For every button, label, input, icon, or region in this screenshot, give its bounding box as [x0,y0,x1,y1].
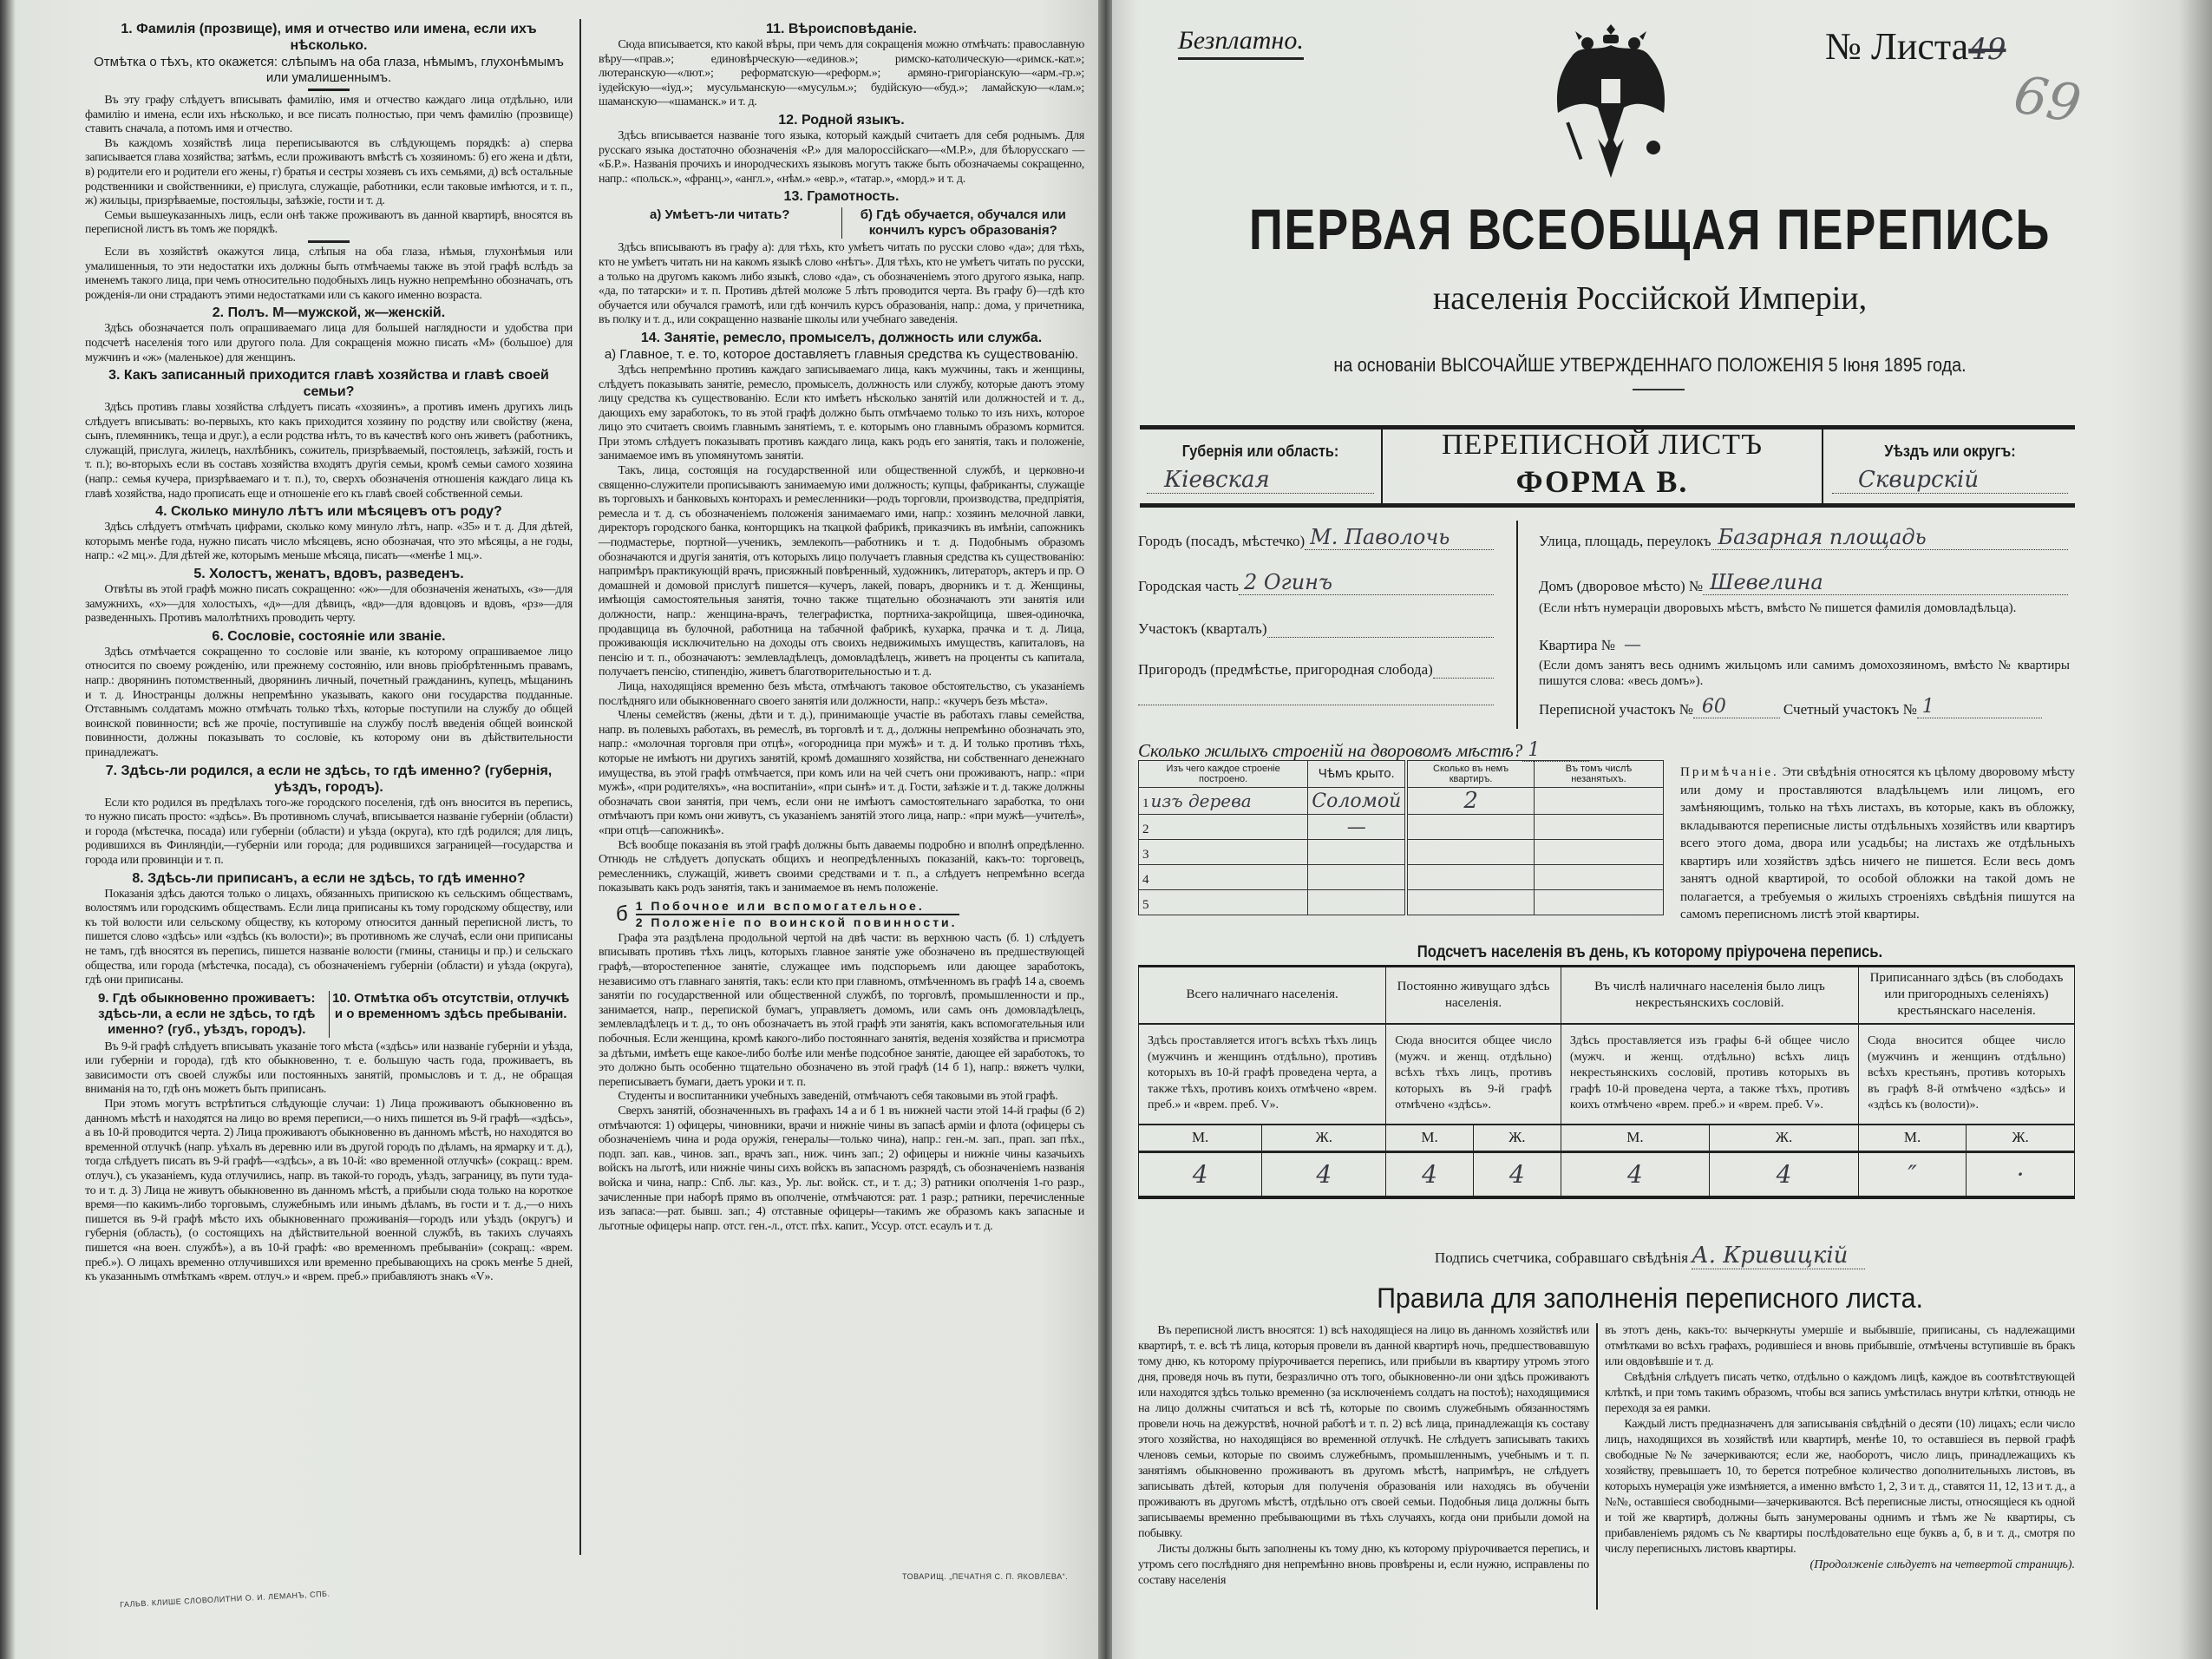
count-column-header: Приписаннаго здѣсь (въ слободахъ или пригородныхъ селеніяхъ) крестьянскаго населенія. [1859,967,2075,1024]
instruction-section [85,628,573,761]
location-field [1138,525,1494,550]
sheet-number-label: № Листа [1825,25,1969,68]
male-label: М. [1386,1125,1474,1152]
roof-cell[interactable] [1308,865,1407,890]
roof-cell[interactable] [1308,840,1407,865]
instruction-paragraph: Сюда вписывается, кто какой вѣры, при чемъ для сокращенія можно отмѣчать: православную вѣру—«прав.»; единовѣрческую—«единов.»; римско-католическую—«римск.-кат.»; лютеранскую—«лют.»; реформатскую—«реформ.»; армяно-григоріанскую—«арм.-гр.»; іудейскую—«іуд.»; мусульманскую—«мусульм.»; будійскую—«буд.»; ламайскую—«лам.»; шаманскую—«шаманск.» и т. д. [599,38,1084,109]
section-heading: 2. Полъ. М—мужской, ж—женскій. [212,305,446,321]
instruction-paragraph: Всѣ вообще показанія въ этой графѣ должны быть даваемы подробно и вполнѣ опредѣленно. Отнюдь не слѣдуетъ допускать общихъ и неопредѣленныхъ показаній, какъ-то: торговецъ, ремесленникъ, служащій, живетъ своими средствами и т. п., а слѣдуетъ непремѣнно всегда показывать какъ родъ занятія, такъ и занимаемое въ немъ положеніе. [599,838,1084,895]
section-heading: 4. Сколько минуло лѣтъ или мѣсяцевъ отъ роду? [155,504,502,520]
buildings-question-label: Сколько жилыхъ строеній на дворовомъ мѣстѣ? [1138,740,1523,761]
instruction-paragraph: Сверхъ занятій, обозначенныхъ въ графахъ 14 а и б 1 въ нижней части этой 14-й графы (б 2) отмѣчаются: 1) офицеры, чиновники, врачи и нижніе чины въ запасѣ арміи и флота (офицеры съ обозначеніемъ чина и рода оружія, генералы—только чина), напр.: ген.-м. зап., прап. зап пѣх., подп. зап. кав., чинов. зап., врачъ зап., ниж. чинъ зап.; 2) офицеры и нижніе чины казачьихъ войскъ на льготѣ, или нижніе чины сихъ войскъ въ запасномъ разрядѣ, съ обозначеніемъ названія войска и чина, напр.: Спб. льг. каз., Ур. льг. войск. ст., и т. д.; 3) ратники ополченія 1-го разр., зачисленные при наборѣ прямо въ ополченіе, отмѣчаются: рат. 1 разр.; ратники, перечисленные изъ запаса:—рат. бывш. зап.; 4) отставные офицеры—такимъ же образомъ какъ запасные и льготные офицеры напр. отст. ген.-л., отст. пѣх. капит., Уссур. отст. есаулъ и т. д. [599,1105,1084,1233]
field-label: Городъ (посадъ, мѣстечко) [1138,533,1306,549]
buildings-question [1138,739,1589,762]
page-title: ПЕРВАЯ ВСЕОБЩАЯ ПЕРЕПИСЬ [1248,197,2052,261]
house-field [1539,570,2068,595]
female-label: Ж. [1710,1125,1859,1152]
section-subheading: Отмѣтка о тѣхъ, кто окажется: слѣпымъ на оба глаза, нѣмымъ, глухонѣмымъ или умалишеннымъ. [94,55,564,85]
buildings-table-header: Изъ чего каждое строеніе построено. [1139,761,1308,788]
instruction-section [599,21,1084,110]
section-heading: 13. Грамотность. [783,189,900,205]
signature-value[interactable]: А. Кривицкій [1692,1243,1865,1269]
male-label: М. [1139,1125,1262,1152]
instruction-paragraph: Здѣсь непремѣнно противъ каждаго записываемаго лица, какъ мужчины, такъ и женщины, слѣдуетъ показывать занятіе, ремесло, промыселъ, должность или службу, которые даютъ этому лицу средства къ существованію. Если кто имѣетъ нѣсколько занятій или должностей и т. д., дающихъ ему заработокъ, то въ этой графѣ должно быть отмѣчаемо только то изъ нихъ, которое лицо это считаетъ своимъ главнымъ занятіемъ, т. е. которымъ оно главнымъ образомъ кормится. При этомъ слѣдуетъ показывать противъ каждаго лица, какъ родъ его занятія, такъ и положеніе, занимаемое имъ въ упомянутомъ занятіи. [599,363,1084,463]
left-page-instructions [0,0,1100,1659]
table-row [1139,815,1664,840]
female-label: Ж. [1967,1125,2075,1152]
instruction-paragraph: Здѣсь вписывается названіе того языка, который каждый считаетъ для себя роднымъ. Для русскаго языка достаточно обозначенія «Р.» для малороссійскаго—«М.Р.», для бѣлорусскаго — «Б.Р.». Названія прочихъ и инородческихъ языковъ могутъ также быть обозначаемы сокращенно, напр.: «польск.», «франц.», «англ.», «нѣм.» «евр.», «татар.», «морд.» и т. д. [599,128,1084,186]
row-number: 1 [1142,797,1149,810]
count-column-description: Сюда вносится общее число (мужч. и женщ. отдѣльно) всѣхъ тѣхъ лицъ, противъ которыхъ въ 9-й графѣ отмѣчено «здѣсь». [1386,1024,1561,1125]
field-label: Городская часть [1138,578,1239,594]
female-count[interactable]: 4 [1473,1152,1561,1197]
section-heading: 11. Вѣроисповѣданіе. [766,22,917,36]
apartments-cell[interactable] [1406,815,1534,840]
apartment-value[interactable]: — [1624,633,1642,654]
instruction-paragraph: Здѣсь отмѣчается сокращенно то сословіе или званіе, къ которому опрашиваемое лицо относится по своему рожденію, или прежнему состоянію, или вновь пріобрѣтеннымъ правамъ, напр.: дворянинъ потомственный, дворянинъ личный, почетный гражданинъ, купецъ, мѣщанинъ и т. д. Иностранцы должны непремѣнно указывать, какого они государства подданные. Отставнымъ солдатамъ можно отмѣчать только тѣхъ, которые поступили на службу до общей воинской повинности; всѣ же прочіе, поступившіе на службу послѣ введенія общей воинской повинности, должны показывать то сословіе, къ которому они въ дѣйствительности принадлежатъ. [85,645,573,759]
count-column-header: Въ числѣ наличнаго населенія было лицъ некрестьянскихъ сословій. [1561,967,1858,1024]
enumerator-signature [1112,1243,2188,1269]
section-heading: 12. Родной языкъ. [778,112,905,128]
fraction-top: 1 Побочное или вспомогательное. [636,899,959,915]
form-label: ФОРМА В. [1515,464,1689,499]
instruction-paragraph: Если кто родился въ предѣлахъ того-же городского поселенія, гдѣ онъ вносится въ перепись, то нужно писать просто: «здѣсь». Въ противномъ случаѣ, вписывается названіе губерніи (области) и города (мѣстечка, посада) или губерніи (области) и уѣзда (округа), кто гдѣ родился; для лицъ, родившихся въ Финляндіи,—губерніи или города; для родившихся заграницей—государства и города или провинціи и т. п. [85,796,573,867]
female-label: Ж. [1473,1125,1561,1152]
double-headed-eagle-emblem [1546,17,1676,182]
sheet-number [1825,24,2006,69]
house-value[interactable]: Шевелина [1703,570,2068,595]
fields-divider [1516,521,1518,729]
field-value[interactable] [1267,616,1495,638]
divider [308,240,350,243]
field-label: Участокъ (кварталъ) [1138,620,1267,637]
location-field [1138,570,1494,595]
location-field [1138,616,1494,638]
instruction-paragraph: Здѣсь противъ главы хозяйства слѣдуетъ писать «хозяинъ», а противъ именъ другихъ лицъ слѣдуетъ вписывать: во-первыхъ, кто какъ приходится хозяину по родству или свойству (жена, сынъ, племянникъ, теща и друг.), а если родства нѣтъ, то въ качествѣ кого онъ живетъ (работникъ, служащій, прислуга, жилецъ, нахлѣбникъ, сожитель, призрѣваемый, постоялецъ, заѣзжій, гость и т. п.); во-вторыхъ если въ составъ хозяйства входятъ другія семьи, кромѣ семьи самого хозяина (напр.: семья кучера, призрѣваемаго и т. п.), то, сверхъ обозначенія отношенія каждаго лица къ главѣ хозяйства, надо прописать еще и отношеніе его къ главѣ своей собственной семьи. [85,401,573,501]
table-row [1139,1152,2075,1197]
building-material: изъ дерева [1150,790,1252,811]
divider [308,89,350,91]
census-district-value[interactable]: 60 [1693,696,1780,718]
section-heading: 1. Фамилія (прозвище), имя и отчество или имена, если ихъ нѣсколько. [121,22,537,53]
female-count[interactable]: · [1967,1152,2075,1197]
instruction-paragraph: Въ эту графу слѣдуетъ вписывать фамилію, имя и отчество каждаго лица отдѣльно, или фамилію и имена, если ихъ нѣсколько, и все писать полностью, при чемъ фамилію (прозвище) ставить сначала, а потомъ имя и отчество. [85,94,573,136]
buildings-table-header: Чѣмъ крыто. [1308,761,1407,788]
section-heading: 6. Сословіе, состояніе или званіе. [212,628,446,644]
row-number: 5 [1142,898,1149,912]
split-heading-part: 10. Отмѣтка объ отсутствіи, отлучкѣ и о временномъ здѣсь пребываніи. [332,990,570,1021]
count-column-description: Сюда вносится общее число (мужчинъ и женщинъ отдѣльно) всѣхъ крестьянъ, противъ которыхъ въ графѣ 8-й отмѣчено «здѣсь» и «здѣсь къ (волости)». [1859,1024,2075,1125]
apartment-field [1539,633,1799,654]
instructions-column-2 [599,19,1084,1234]
instruction-section [85,763,573,869]
printer-footer-left: ГАЛЬВ. КЛИШЕ СЛОВОЛИТНИ О. И. ЛЕМАНЪ, СПБ. [119,1589,330,1610]
rules-paragraph: Листы должны быть заполнены къ тому дню, къ которому пріурочивается перепись, и утромъ сего послѣдняго дня непремѣнно вновь провѣрены и, если нужно, исправлены по составу населенія [1138,1543,1589,1587]
count-column-header: Всего наличнаго населенія. [1139,967,1386,1024]
instruction-section [85,305,573,365]
apartments-cell[interactable] [1406,865,1534,890]
instruction-section [85,21,573,303]
female-count[interactable]: 4 [1262,1152,1386,1197]
instruction-section [599,899,1084,1234]
rules-paragraph: въ этотъ день, какъ-то: вычеркнуты умершіе и выбывшіе, приписаны, съ надлежащими отмѣтками во всѣхъ графахъ, родившіеся и вновь прибывшіе, отмѣчены вступившіе въ бракъ или овдовѣвшіе и т. д. [1605,1324,2075,1368]
field-value[interactable]: 2 Огинъ [1239,570,1494,595]
split-heading [599,207,1084,239]
rule [1140,503,2075,508]
instruction-paragraph: При этомъ могутъ встрѣтиться слѣдующіе случаи: 1) Лица проживаютъ обыкновенно въ данномъ мѣстѣ и находятся на лицо во время переписи,—о нихъ пишется въ 9-й графѣ—«здѣсь», а въ 10-й проводится черта. 2) Лица проживаютъ обыкновенно въ данномъ мѣстѣ, но находятся во временной отлучкѣ (напр. уѣхалъ въ деревню или въ другой городъ по дѣламъ, на ярмарку и т. д.), тогда слѣдуетъ писать въ 9-й графѣ—«здѣсь», а въ 10-й: «во временной отлучкѣ» (сокращ.: врем. отлуч.), съ указаніемъ, куда отлучились, напр. въ такой-то городъ, уѣздъ, заграницу, въ пути туда-то и т. д. 3) Лица не живутъ обыкновенно въ данномъ мѣстѣ, а прибыли сюда только на короткое время—по какимъ-либо торговымъ, служебнымъ или инымъ дѣламъ, въ гости и т. д.,—о нихъ пишется въ 9-й графѣ мѣсто ихъ обыкновеннаго проживанія—городъ или уѣздъ (округъ) и губернія (область), (о состоящихъ на дѣйствительной военной службѣ, въ такихъ случаяхъ пишется «на воен. службѣ»), а въ 10-й графѣ: «во временномъ пребываніи» (сокращ.: «врем. преб.»). О лицахъ временно отлучившихся или временно пребывающихъ на срокъ менѣе 5 дней, къ указаннымъ отмѣткамъ «врем. отлуч.» и «врем. преб.» прибавляютъ знакъ «V». [85,1098,573,1284]
house-note: (Если нѣтъ нумераціи дворовыхъ мѣстъ, вмѣсто № пишется фамилія домовладѣльца). [1539,601,2017,615]
apartment-note: (Если домъ занятъ весь однимъ жильцомъ или самимъ домохозяиномъ, вмѣсто № квартиры пишутся слова: «весь домъ»). [1539,659,2070,688]
buildings-table-header: Сколько въ немъ квартиръ. [1406,761,1534,788]
house-label: Домъ (дворовое мѣсто) № [1539,578,1704,594]
instruction-section [599,330,1084,896]
note-title: Примѣчаніе. [1680,765,1779,779]
fraction-stack [636,899,959,930]
instruction-section [599,112,1084,187]
apartment-label: Квартира № [1539,637,1616,653]
instruction-paragraph: Студенты и воспитанники учебныхъ заведеній, отмѣчаютъ себя таковыми въ этой графѣ. [618,1090,1058,1104]
rules-continued-note: (Продолженіе слѣдуетъ на четвертой страницѣ). [1810,1558,2075,1571]
buildings-table-header: Въ томъ числѣ незанятыхъ. [1534,761,1663,788]
rules-column-left [1138,1323,1589,1589]
roof-cell[interactable]: Соломой [1308,788,1407,815]
uezd-label: Уѣздъ или округъ: [1884,443,2016,460]
buildings-table [1138,760,1664,915]
count-district-value[interactable]: 1 [1917,696,2042,718]
split-heading [85,991,573,1038]
table-row [1139,865,1664,890]
column-divider [579,19,581,1555]
sheet-title: ПЕРЕПИСНОЙ ЛИСТЪ [1441,429,1763,461]
note-text: Эти свѣдѣнія относятся къ цѣлому дворовому мѣсту или дому и проставляются владѣльцемъ или лицомъ, его замѣняющимъ, только на тѣхъ листахъ, въ которые, какъ въ обложку, вкладываются переписные листы отдѣльныхъ хозяйствъ или квартиръ всего этого дома, двора или усадьбы; на листахъ же отдѣльныхъ квартиръ или хозяйствъ здѣсь ничего не пишется. Если весь домъ занятъ одной квартирой, то особой обложки на такой домъ не полагается, а требуемыя о жилыхъ строеніяхъ свѣдѣнія пишутся на самомъ переписномъ листѣ этой квартиры. [1680,765,2075,921]
instructions-column-1 [85,19,573,1285]
instruction-paragraph: Здѣсь слѣдуетъ отмѣчать цифрами, сколько кому минуло лѣтъ, напр. «35» и т. д. Для дѣтей, которымъ менѣе года, нужно писать число мѣсяцевъ, ясно обозначая, что это мѣсяцы, а не годы, напр.: «2 мц.». Для дѣтей же, которымъ меньше мѣсяца, писать—«менѣе 1 мц.». [85,521,573,563]
table-row [1139,788,1664,815]
count-column-description: Здѣсь проставляется изъ графы 6-й общее число (мужч. и женщ. отдѣльно) всѣхъ лицъ некрестьянскихъ сословій, противъ которыхъ въ графѣ 10-й проведена черта, а также тѣхъ, противъ коихъ отмѣчено «врем. преб.» и «врем. преб. V». [1561,1024,1858,1125]
male-count[interactable]: 4 [1386,1152,1474,1197]
male-count[interactable]: 4 [1139,1152,1262,1197]
table-row [1139,967,2075,1024]
building-material-cell [1139,788,1308,815]
table-row [1139,840,1664,865]
street-label: Улица, площадь, переулокъ [1539,533,1711,549]
rules-column-right [1605,1323,2075,1573]
instruction-paragraph: Здѣсь вписываютъ въ графу а): для тѣхъ, кто умѣетъ читать по русски слово «да»; для тѣхъ, кто не умѣетъ читать ни на какомъ языкѣ слово «нѣтъ». Для тѣхъ, кто не умѣетъ читать по русски, а только на другомъ какомъ либо языкѣ, слово «да», съ обозначеніемъ этого другого языка, напр. «да, по татарски» и т. п. Противъ дѣтей моложе 5 лѣтъ проводится черта. Въ графу б)—гдѣ кто обучается или обучался грамотѣ, или гдѣ кончилъ курсъ образованія, напр.: дома, у причетника, въ полку и т. д., или сокращенно названіе школы или учебнаго заведенія. [599,241,1084,327]
rules-paragraph: Свѣдѣнія слѣдуетъ писать четко, отдѣльно о каждомъ лицѣ, каждое въ соотвѣтствующей клѣткѣ, и при томъ такимъ образомъ, чтобы вся запись умѣстилась внутри клѣтки, отнюдь не переходя за ея рамки. [1605,1371,2075,1415]
instruction-paragraph: Въ каждомъ хозяйствѣ лица переписываются въ слѣдующемъ порядкѣ: а) сперва записывается глава хозяйства; затѣмъ, если проживаютъ вмѣстѣ съ хозяиномъ: б) его жена и дѣти, в) родители его и родители его жены, г) братья и сестры хозяевъ съ ихъ семьями, д) всѣ остальные родственники и свойственники, е) прислуга, служащіе, работники, если таковые имѣются, и т. п., ж) жильцы, призрѣваемые, постояльцы, заѣзжіе, гости и т. д. [85,136,573,208]
instruction-paragraph: Показанія здѣсь даются только о лицахъ, обязанныхъ припискою къ сельскимъ обществамъ, волостямъ или городскимъ обществамъ. Если лица приписаны къ тому городскому обществу, или къ той волости или сельскому обществу, къ которому относится данный переписной листъ, то пишется слово «здѣсь» или «здѣсь (къ волости)»; въ противномъ же случаѣ, если они приписаны не тамъ, гдѣ вносятся въ перепись, пишется названіе волости (гмины, станицы и пр.) и сельскаго общества, или города (мѣстечка, посада), съ обозначеніемъ губерніи (области) и уѣзда (округа), гдѣ они приписаны. [85,887,573,987]
split-heading-part: а) Умѣетъ-ли читать? [599,207,842,239]
section-heading: 3. Какъ записанный приходится главѣ хозяйства и главѣ своей семьи? [108,368,549,400]
fraction-heading [616,899,1084,930]
gubernia-label: Губернія или область: [1181,443,1339,460]
instruction-section [85,991,573,1285]
instruction-paragraph: Если въ хозяйствѣ окажутся лица, слѣпыя на оба глаза, нѣмыя, глухонѣмыя или умалишенныя, то эти недостатки ихъ должны быть отмѣчаемы также въ этой графѣ вслѣдъ за именемъ такого лица, при чемъ относительно подобныхъ лицъ нужно непремѣнно обозначать, отъ рожденія-ли они страдаютъ этими недостатками или съ какого именно возраста. [85,245,573,302]
field-value[interactable]: М. Паволочь [1305,525,1494,550]
instruction-paragraph: Отвѣты въ этой графѣ можно писать сокращенно: «ж»—для обозначенія женатыхъ, «з»—для замужнихъ, «х»—для холостыхъ, «д»—для дѣвицъ, «вд»—для вдовцовъ и вдовъ, «рз»—для разведенныхъ. Противъ малолѣтнихъ проводить черту. [85,583,573,626]
building-material-cell [1139,840,1308,865]
female-count[interactable]: 4 [1710,1152,1859,1197]
vacant-cell [1534,815,1663,840]
roof-cell[interactable] [1308,890,1407,915]
section-heading: 8. Здѣсь-ли приписанъ, а если не здѣсь, то гдѣ именно? [132,870,526,886]
rules-paragraph: Каждый листъ предназначенъ для записыванія свѣдѣній о десяти (10) лицахъ; если число лицъ, находящихся въ хозяйствѣ или квартирѣ, менѣе 10, то оставшіеся въ первой графѣ свободные №№ зачеркиваются; если же, наоборотъ, число лицъ, принадлежащихъ къ хозяйству, превышаетъ 10, то берется потребное количество дополнительныхъ листовъ, въ которыхъ нумерація уже измѣняется, а именно вмѣсто 1, 2, 3 и т. д., ставятся 11, 12, 13 и т. д., а №№, оставшіеся свободными—зачеркиваются. Всѣ переписные листы, относящіеся къ одной и той же квартирѣ, должны быть занумерованы однимъ и тѣмъ же № квартиры, съ прибавленіемъ рядомъ съ № квартиры послѣдовательно еще буквъ а, б, в и т. д., смотря по числу переписныхъ листовъ квартиры. [1605,1418,2075,1556]
table-row [1139,1125,2075,1152]
street-value[interactable]: Базарная площадь [1711,525,2068,550]
vacant-cell [1534,840,1663,865]
divider [1633,389,1685,390]
apartments-cell[interactable] [1406,890,1534,915]
row-number: 4 [1142,873,1149,887]
row-number: 3 [1142,848,1149,862]
rules-divider [1596,1323,1598,1610]
count-district-label: Счетный участокъ № [1783,701,1917,718]
instruction-paragraph: Здѣсь обозначается полъ опрашиваемаго лица для большей наглядности и удобства при подсчетѣ населенія того или другого пола. Для сокращенія можно писать «М» (большое) для мужчинъ и «ж» (маленькое) для женщинъ. [85,322,573,364]
signature-label: Подпись счетчика, собравшаго свѣдѣнія [1434,1249,1689,1266]
box-divider [1822,425,1823,503]
legal-basis: на основаніи ВЫСОЧАЙШЕ УТВЕРЖДЕННАГО ПОЛОЖЕНІЯ 5 Іюня 1895 года. [1333,354,1967,376]
buildings-question-value[interactable]: 1 [1522,739,1589,762]
male-count[interactable]: 4 [1561,1152,1709,1197]
count-column-description: Здѣсь проставляется итогъ всѣхъ тѣхъ лицъ (мужчинъ и женщинъ отдѣльно), противъ которыхъ въ 10-й графѣ проведена черта, а также тѣхъ, противъ коихъ отмѣчено «врем. преб.» и «врем. преб. V». [1139,1024,1386,1125]
table-row [1139,1024,2075,1125]
instruction-paragraph: Графа эта раздѣлена продольной чертой на двѣ части: въ верхнюю часть (б. 1) слѣдуетъ вписывать противъ тѣхъ лицъ, которыхъ главное занятіе уже обозначено въ предшествующей графѣ,—второстепенное занятіе, служащее имъ подспорьемъ или дающее заработокъ, независимо отъ главнаго занятія, такъ: если кто при главномъ, отмѣченномъ въ графѣ 14 а, своемъ занятіи по государственной или общественной службѣ, по торговлѣ, промышленности и пр., занимается, напр., перепиской бумагъ, управляетъ домомъ, или самъ онъ домовладѣлецъ, землевладѣлецъ и т. д., то онъ обозначаетъ въ этой графѣ эти занятія, какъ вспомогательныя или побочныя. Если женщина, кромѣ какого-либо постояннаго занятія, веденія хозяйства и присмотра за дѣтьми, имѣетъ еще какое-либо болѣе или менѣе подсобное занятіе, дающее ей заработокъ, то это должно быть особенно тщательно обозначено въ этой графѣ (14 б 1), напр.: вяжетъ чулки, переписываетъ бумаги, даетъ уроки и т. п. [599,931,1084,1089]
instruction-section [85,870,573,988]
section-subheading: а) Главное, т. е. то, которое доставляетъ главныя средства къ существованію. [604,346,1079,362]
split-heading-part: 9. Гдѣ обыкновенно проживаетъ: здѣсь-ли, а если не здѣсь, то гдѣ именно? (губ., уѣздъ, городъ). [85,991,330,1038]
uezd-value[interactable]: Сквирскій [1832,467,2068,494]
vacant-cell [1534,865,1663,890]
free-of-charge-label: Безплатно. [1178,26,1304,60]
male-count[interactable]: ″ [1859,1152,1967,1197]
population-count-table [1138,965,2075,1199]
fraction-bottom: 2 Положеніе по воинской повинности. [635,915,958,929]
field-label: Пригородъ (предмѣстье, пригородная слобода) [1138,661,1433,678]
instruction-section [599,188,1084,328]
vacant-cell [1534,890,1663,915]
right-page-census-form [1112,0,2212,1659]
instruction-paragraph: Такъ, лица, состоящія на государственной или общественной службѣ, и церковно-и священно-служители прописываютъ занимаемую ими должность; купцы, фабриканты, служащіе въ торговыхъ и банковыхъ конторахъ и ремесленники—родъ торговли, производства, предпріятія, ремесла и т. д. съ обозначеніемъ положенія занимаемаго ими, напр.: хозяинъ мелочной лавки, директоръ городского банка, конторщикъ на ткацкой фабрикѣ, приказчикъ въ имѣніи, сапожникъ—подмастерье, портной—ученикъ, землекопъ—работникъ и т. д. Подобнымъ образомъ обозначаются и другія занятія, отъ которыхъ лицо получаетъ главныя средства къ существованію: напримѣръ практикующій врачъ, присяжный повѣренный, художникъ, литераторъ, актеръ и пр. О домашней и домовой прислугѣ пишется—кучеръ, лакей, поваръ, дворникъ и т. д. Женщины, имѣющія самостоятельныя занятія, точно также тщательно обозначаютъ эти занятія или должности, напр.: женщина-врачъ, телеграфистка, портниха-закройщица, швея-одиночка, продавщица въ булочной, работница на табачной фабрикѣ, кухарка, прачка и т. д. Лица, проживающія исключительно на доходы отъ своихъ недвижимыхъ имуществъ, капиталовъ, на пенсію и т. п., обозначаютъ: землевладѣлецъ, домовладѣлецъ, живетъ на проценты съ капитала, получаетъ пенсію, стипендію, живетъ благотворительностью и т. д. [599,464,1084,679]
rules-title: Правила для заполненія переписного листа. [1377,1282,1923,1314]
apartments-cell[interactable] [1406,840,1534,865]
split-heading-part: б) Гдѣ обучается, обучался или кончилъ курсъ образованія? [860,207,1066,239]
instruction-paragraph: Семьи вышеуказанныхъ лицъ, если онѣ также проживаютъ въ данной квартирѣ, вносятся въ переписной листъ въ томъ же порядкѣ. [85,208,573,237]
roof-cell[interactable]: — [1308,815,1407,840]
instruction-section [85,566,573,626]
row-number: 2 [1142,823,1149,836]
section-heading: 5. Холостъ, женатъ, вдовъ, разведенъ. [193,567,464,582]
section-heading: 14. Занятіе, ремесло, промыселъ, должность или служба. [640,330,1043,345]
female-label: Ж. [1262,1125,1386,1152]
location-field [1138,657,1494,679]
gubernia-value[interactable]: Кіевская [1147,467,1374,494]
buildings-note [1680,764,2075,924]
building-material-cell [1139,865,1308,890]
margin-sheet-number-handwritten: 69 [2009,63,2085,136]
building-material-cell [1139,815,1308,840]
census-district-label: Переписной участокъ № [1539,701,1693,718]
table-row [1139,890,1664,915]
instruction-paragraph: Въ 9-й графѣ слѣдуетъ вписывать указаніе того мѣста («здѣсь» или названіе губерніи и уѣзда, или губерніи и города), гдѣ кто обыкновенно, т. е. большую часть года, проживаетъ, въ зависимости отъ своей службы или постоянныхъ занятій, промысловъ и т. д., не обращая вниманія на то, гдѣ онъ можетъ быть приписанъ. [85,1039,573,1097]
instruction-paragraph: Лица, находящіяся временно безъ мѣста, отмѣчаютъ таковое обстоятельство, съ указаніемъ послѣдняго или обыкновеннаго своего занятія или должности, напр.: «кучеръ безъ мѣста». [599,679,1084,708]
page-subtitle: населенія Россійской Имперіи, [1432,280,1868,317]
street-field [1539,525,2068,550]
population-count-title: Подсчетъ населенія въ день, къ которому пріурочена перепись. [1417,943,1883,961]
instruction-section [85,503,573,564]
apartments-cell[interactable]: 2 [1406,788,1534,815]
male-label: М. [1859,1125,1967,1152]
printer-footer-right: ТОВАРИЩ. „ПЕЧАТНЯ С. П. ЯКОВЛЕВА“. [902,1572,1069,1581]
section-heading: 7. Здѣсь-ли родился, а если не здѣсь, то гдѣ именно? (губернія, уѣздъ, городъ). [105,763,553,795]
building-material-cell [1139,890,1308,915]
fraction-prefix: б [616,902,631,927]
instruction-section [85,367,573,502]
vacant-cell [1534,788,1663,815]
count-column-header: Постоянно живущаго здѣсь населенія. [1386,967,1561,1024]
male-label: М. [1561,1125,1709,1152]
district-fields [1539,696,2042,718]
instruction-paragraph: Члены семействъ (жены, дѣти и т. д.), принимающіе участіе въ работахъ главы семейства, напр. въ полевыхъ работахъ, въ ремеслѣ, въ торговлѣ и т. д., должны непремѣнно обозначать это, напр.: «молочная торговля при отцѣ», «огородница при мужѣ» и т. д. И только противъ тѣхъ, которые не имѣютъ ни другихъ занятій, кромѣ домашняго хозяйства, ни собственнаго денежнаго имущества, въ этой графѣ отмѣчается, при комъ или на чей счетъ они проживаютъ, напр.: «при мужѣ», «при родителяхъ», «на воспитаніи», «при сынѣ» и т. д. Гости, заѣзжіе и т. д. также должны обозначать свои занятія, при чемъ, если они не имѣютъ самостоятельнаго заработка, то они отмѣчаютъ при комъ они живутъ, съ указаніемъ занятій этого лица, напр.: «при мужѣ—учителѣ», «при отцѣ—сапожникѣ». [599,709,1084,837]
rules-paragraph: Въ переписной листъ вносятся: 1) всѣ находящіеся на лицо въ данномъ хозяйствѣ или квартирѣ, т. е. всѣ тѣ лица, которыя провели въ данной квартирѣ ночь, предшествовавшую тому дню, къ которому пріурочивается перепись, или прибыли въ квартиру утромъ этого дня, проведя ночь въ пути, безразлично отъ того, обыкновенно-ли они здѣсь проживаютъ или находятся здѣсь только временно (за исключеніемъ солдатъ на постоѣ); находящимися на лицо должны считаться и всѣ тѣ, которые по своимъ служебнымъ обязанностямъ провели ночь на дежурствѣ, ночной работѣ и т. п. 2) всѣ лица, принадлежащія къ составу этого хозяйства, но находящіяся во временной отлучкѣ. Не слѣдуетъ записывать такихъ членовъ семьи, которые по своимъ служебнымъ, промышленнымъ, учебнымъ и т. п. занятіямъ обыкновенно проживаютъ въ другомъ мѣстѣ, напримѣръ, не слѣдуетъ записывать дѣтей, которыя для полученія образованія или находясь въ обученіи проживаютъ въ другомъ мѣстѣ, отдѣльно отъ своей семьи. Подобныя лица должны быть записываемы временно пребывающими въ тѣхъ случаяхъ, когда они прибыли домой на побывку. [1138,1324,1589,1540]
field-value[interactable] [1433,657,1494,679]
sheet-number-value: 49 [1968,32,2006,67]
